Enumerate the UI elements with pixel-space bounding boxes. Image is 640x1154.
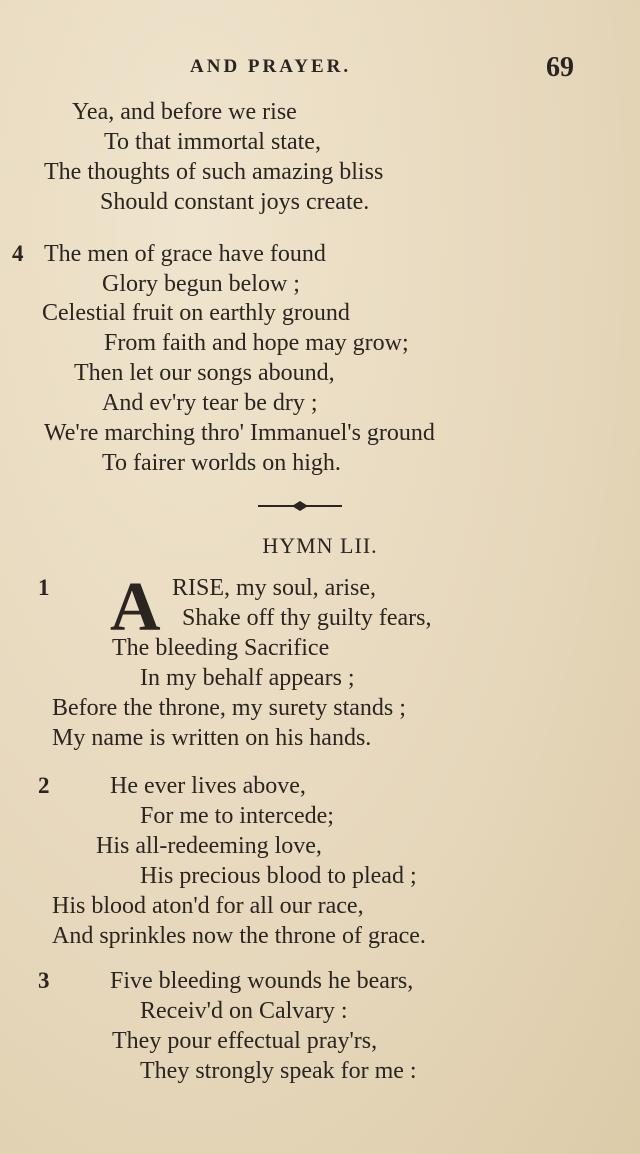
verse-line: RISE, my soul, arise, bbox=[172, 575, 376, 601]
verse-line: In my behalf appears ; bbox=[140, 665, 355, 691]
drop-cap: A bbox=[110, 569, 161, 646]
verse-line: Then let our songs abound, bbox=[74, 360, 335, 386]
verse-line: Celestial fruit on earthly ground bbox=[42, 300, 350, 326]
verse-line: The thoughts of such amazing bliss bbox=[44, 159, 384, 185]
stanza-number: 4 bbox=[12, 241, 24, 266]
verse-line: Should constant joys create. bbox=[100, 189, 370, 215]
verse-line: To fairer worlds on high. bbox=[102, 450, 341, 476]
verse-line: And ev'ry tear be dry ; bbox=[102, 390, 318, 416]
verse-line: He ever lives above, bbox=[110, 773, 306, 799]
verse-line: For me to intercede; bbox=[140, 803, 334, 829]
page-header bbox=[0, 52, 640, 84]
ornament-divider bbox=[258, 499, 342, 513]
verse-line: The men of grace have found bbox=[44, 241, 326, 267]
stanza-number: 3 bbox=[38, 968, 50, 993]
verse-line: His blood aton'd for all our race, bbox=[52, 893, 364, 919]
verse-line: Receiv'd on Calvary : bbox=[140, 998, 348, 1024]
hymn-title: HYMN LII. bbox=[262, 533, 378, 558]
stanza-number: 2 bbox=[38, 773, 50, 798]
verse-line: My name is written on his hands. bbox=[52, 725, 372, 751]
verse-line: His precious blood to plead ; bbox=[140, 863, 417, 889]
stanza-number: 1 bbox=[38, 575, 50, 600]
verse-line: Glory begun below ; bbox=[102, 271, 300, 297]
running-head: AND PRAYER. bbox=[190, 56, 352, 77]
verse-line: Before the throne, my surety stands ; bbox=[52, 695, 406, 721]
verse-line: They pour effectual pray'rs, bbox=[112, 1028, 378, 1054]
verse-line: And sprinkles now the throne of grace. bbox=[52, 923, 426, 949]
verse-line: They strongly speak for me : bbox=[140, 1058, 417, 1084]
page-number: 69 bbox=[546, 52, 574, 83]
verse-line: Five bleeding wounds he bears, bbox=[110, 968, 414, 994]
verse-line: To that immortal state, bbox=[104, 129, 321, 155]
verse-line: His all-redeeming love, bbox=[96, 833, 322, 859]
verse-line: We're marching thro' Immanuel's ground bbox=[44, 420, 435, 446]
verse-line: The bleeding Sacrifice bbox=[112, 635, 330, 661]
verse-line: Yea, and before we rise bbox=[72, 99, 297, 125]
verse-line: Shake off thy guilty fears, bbox=[182, 605, 432, 631]
verse-line: From faith and hope may grow; bbox=[104, 330, 409, 356]
